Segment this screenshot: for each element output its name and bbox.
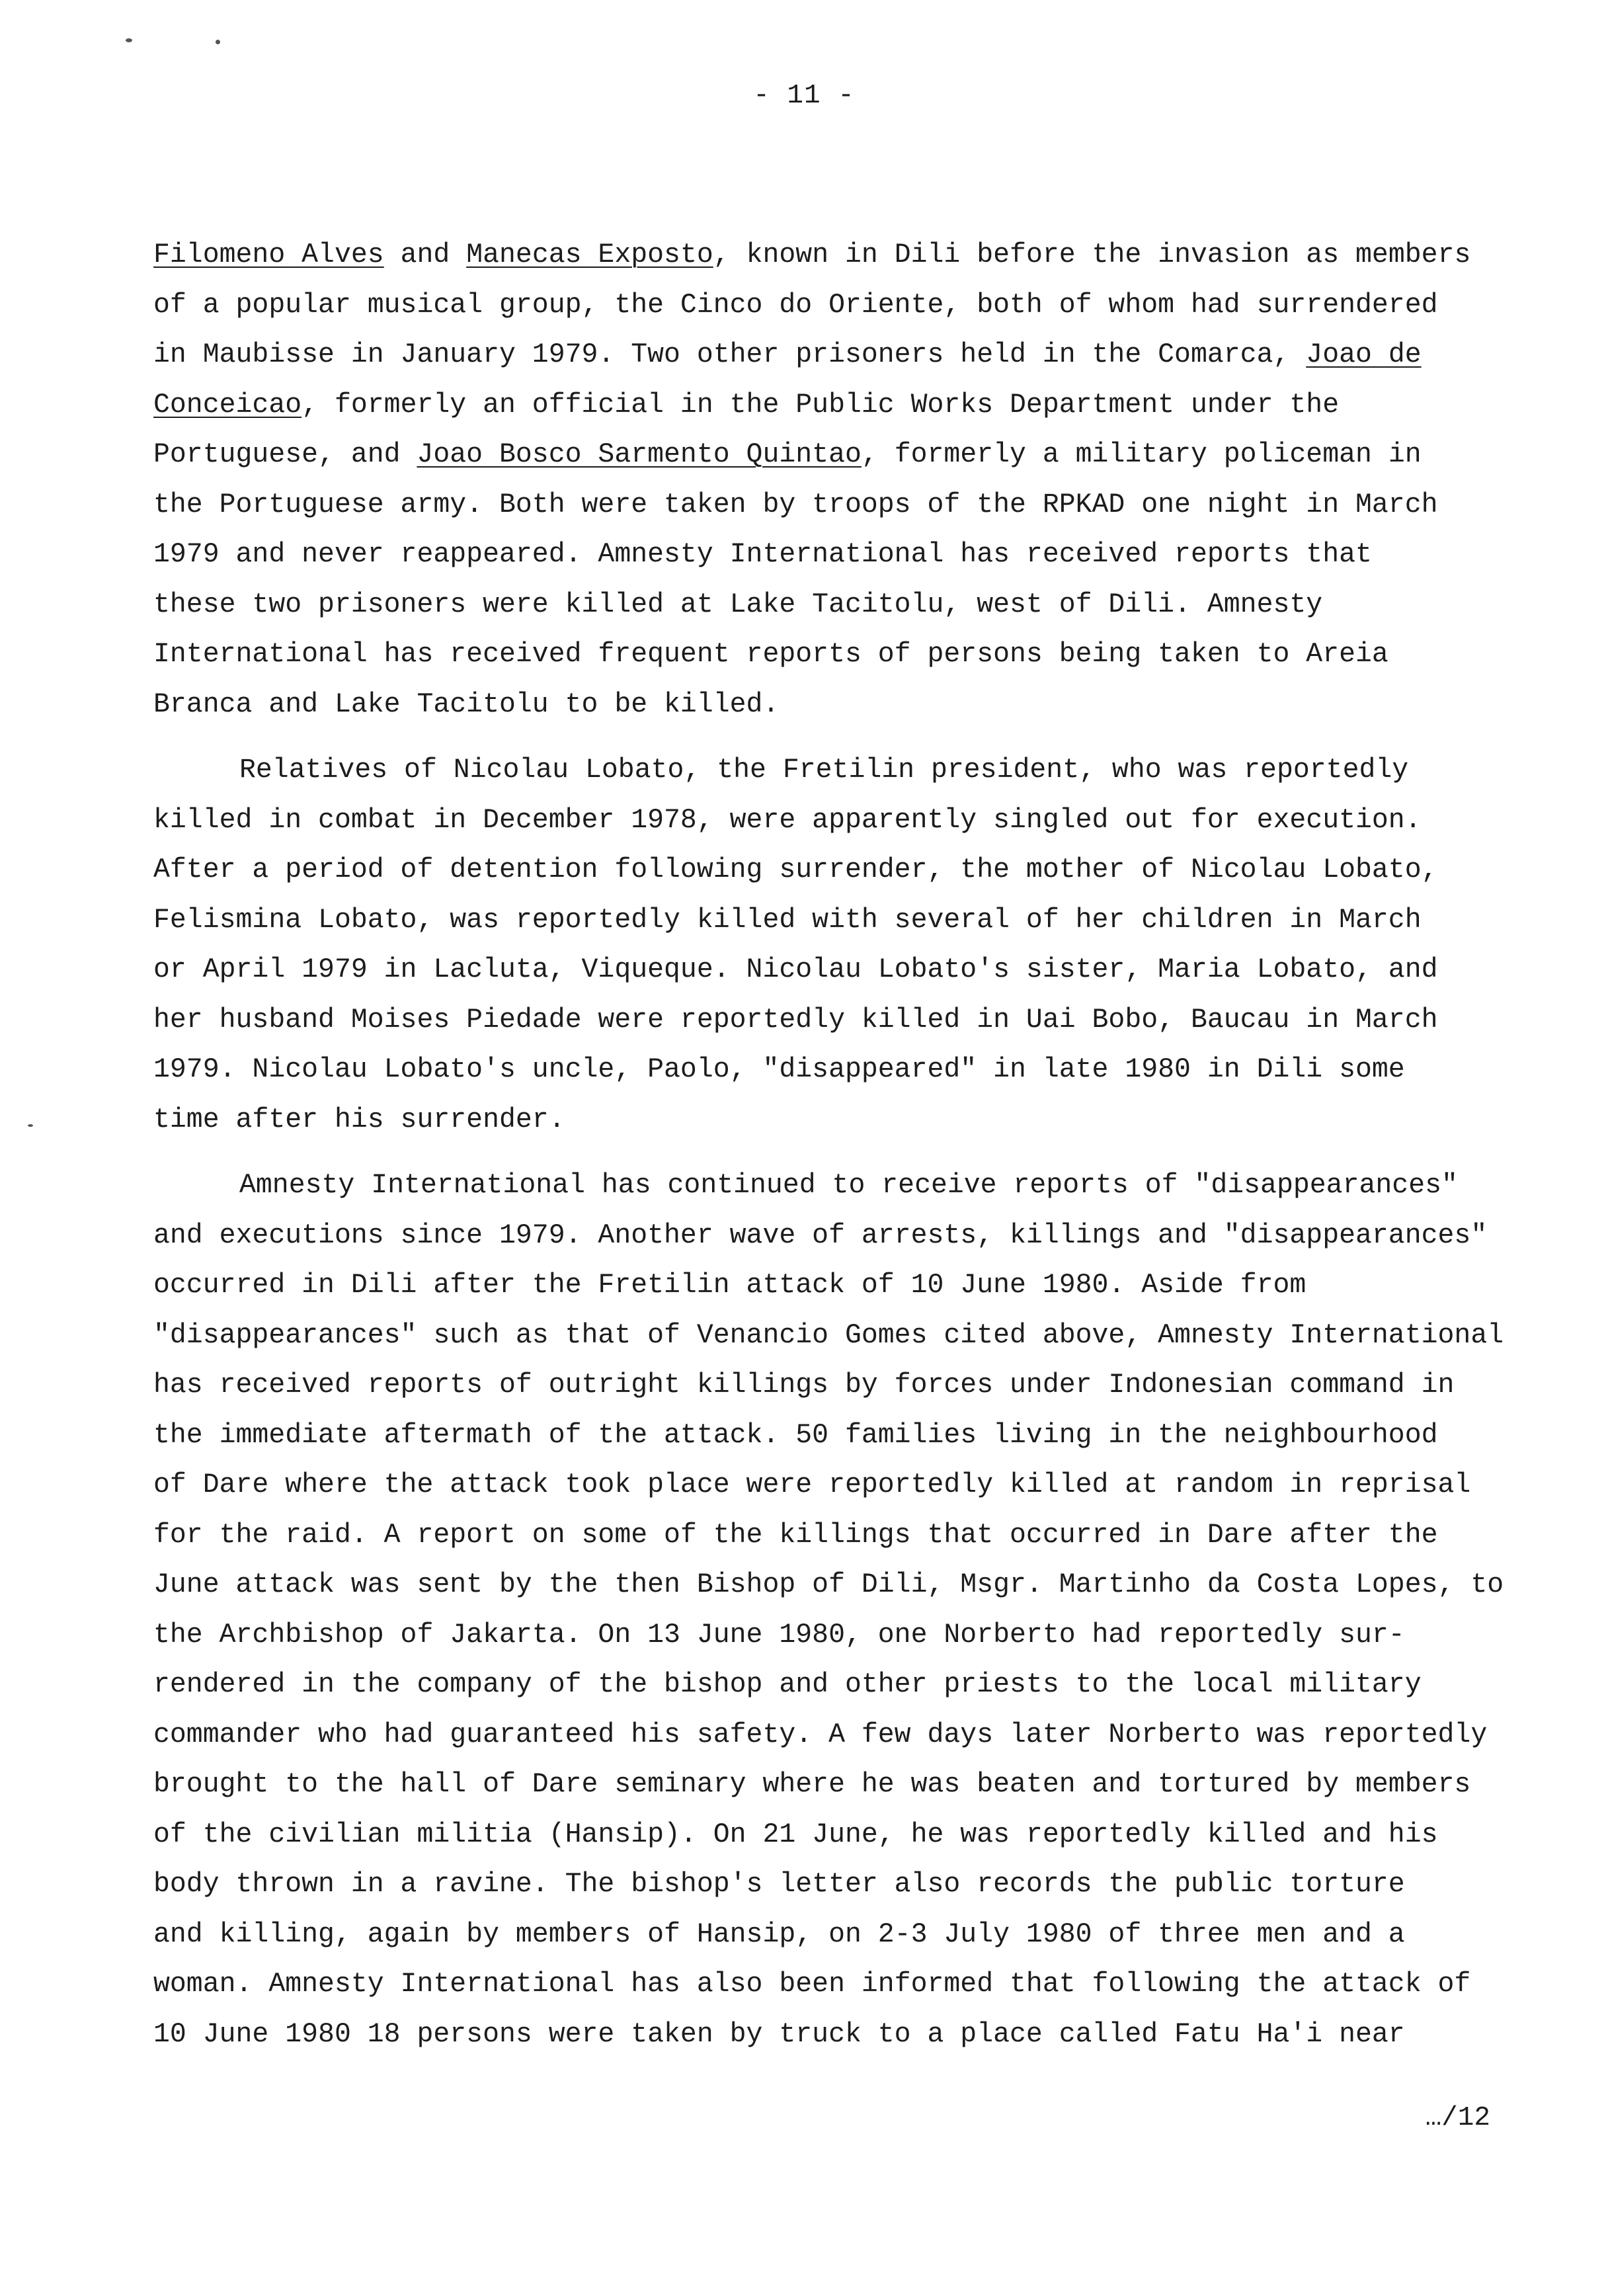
scan-speck <box>216 40 220 44</box>
underlined-name: Joao de <box>1306 339 1422 370</box>
underlined-name: Conceicao <box>153 389 302 421</box>
text-line <box>153 330 1529 380</box>
text-line <box>153 1510 1529 1561</box>
text-segment: Branca and Lake Tacitolu to be killed. <box>153 688 780 720</box>
text-line <box>153 1460 1529 1510</box>
text-line <box>153 895 1529 946</box>
text-segment: brought to the hall of Dare seminary where he was beaten and tortured by members <box>153 1769 1471 1800</box>
text-line <box>153 1260 1529 1311</box>
text-line <box>153 630 1529 680</box>
text-segment: and executions since 1979. Another wave of arrests, killings and "disappearances" <box>153 1219 1488 1251</box>
text-line <box>153 1610 1529 1660</box>
text-segment: woman. Amnesty International has also been informed that following the attack of <box>153 1969 1471 2000</box>
text-segment: Portuguese, and <box>153 439 417 470</box>
text-line <box>153 1211 1529 1261</box>
text-segment: killed in combat in December 1978, were apparently singled out for execution. <box>153 804 1422 836</box>
text-line <box>153 1411 1529 1461</box>
text-line <box>153 1360 1529 1411</box>
text-segment: Felismina Lobato, was reportedly killed with several of her children in March <box>153 904 1422 936</box>
text-line <box>153 945 1529 995</box>
page-number: - 11 - <box>753 81 855 111</box>
text-segment: rendered in the company of the bishop and other priests to the local military <box>153 1669 1422 1700</box>
text-line <box>153 1161 1529 1211</box>
text-segment: in Maubisse in January 1979. Two other prisoners held in the Comarca, <box>153 339 1306 370</box>
text-segment: has received reports of outright killings by forces under Indonesian command in <box>153 1370 1455 1401</box>
text-line <box>153 430 1529 480</box>
text-segment: June attack was sent by the then Bishop of Dili, Msgr. Martinho da Costa Lopes, to <box>153 1569 1504 1600</box>
text-line <box>153 380 1529 430</box>
text-line <box>153 1910 1529 1960</box>
text-line <box>153 1311 1529 1361</box>
continuation-marker: …/12 <box>1425 2103 1490 2133</box>
text-segment: the immediate aftermath of the attack. 50 families living in the neighbourhood <box>153 1419 1438 1451</box>
scan-speck <box>28 1124 33 1127</box>
scan-speck <box>126 38 132 42</box>
text-line <box>153 680 1529 730</box>
text-line <box>153 1660 1529 1710</box>
text-line <box>153 2010 1529 2060</box>
text-line <box>153 1860 1529 1910</box>
text-segment: of a popular musical group, the Cinco do Oriente, both of whom had surrendered <box>153 289 1438 321</box>
text-segment: After a period of detention following surrender, the mother of Nicolau Lobato, <box>153 854 1438 885</box>
text-segment: and killing, again by members of Hansip, on 2-3 July 1980 of three men and a <box>153 1918 1405 1950</box>
text-line <box>153 1560 1529 1610</box>
text-line <box>153 796 1529 846</box>
text-segment: these two prisoners were killed at Lake Tacitolu, west of Dili. Amnesty <box>153 589 1323 620</box>
underlined-name: Manecas Exposto <box>466 239 713 270</box>
text-segment: of the civilian militia (Hansip). On 21 June, he was reportedly killed and his <box>153 1819 1438 1850</box>
text-line <box>153 1760 1529 1810</box>
text-segment: 1979 and never reappeared. Amnesty International has received reports that <box>153 539 1372 570</box>
text-line <box>153 530 1529 580</box>
text-segment: of Dare where the attack took place were reportedly killed at random in reprisal <box>153 1469 1471 1500</box>
paragraph <box>153 1161 1529 2059</box>
text-segment: the Archbishop of Jakarta. On 13 June 1980, one Norberto had reportedly sur- <box>153 1619 1405 1651</box>
text-segment: the Portuguese army. Both were taken by troops of the RPKAD one night in March <box>153 489 1438 520</box>
text-segment: 10 June 1980 18 persons were taken by truck to a place called Fatu Ha'i near <box>153 2018 1405 2050</box>
text-line <box>153 845 1529 895</box>
underlined-name: Joao Bosco Sarmento Quintao <box>417 439 862 470</box>
text-segment: or April 1979 in Lacluta, Viqueque. Nicolau Lobato's sister, Maria Lobato, and <box>153 954 1438 985</box>
paragraph <box>153 230 1529 729</box>
text-segment: 1979. Nicolau Lobato's uncle, Paolo, "disappeared" in late 1980 in Dili some <box>153 1054 1405 1085</box>
text-segment: International has received frequent reports of persons being taken to Areia <box>153 639 1388 670</box>
text-segment: , known in Dili before the invasion as members <box>713 239 1471 270</box>
text-line <box>153 580 1529 630</box>
text-segment: , formerly a military policeman in <box>861 439 1422 470</box>
text-line <box>153 280 1529 331</box>
text-line <box>153 1959 1529 2010</box>
text-line <box>153 480 1529 530</box>
document-body <box>153 230 1529 2059</box>
text-segment: for the raid. A report on some of the killings that occurred in Dare after the <box>153 1519 1438 1551</box>
text-segment: commander who had guaranteed his safety. A few days later Norberto was reportedly <box>153 1719 1488 1750</box>
text-segment: time after his surrender. <box>153 1104 565 1135</box>
text-line <box>153 230 1529 280</box>
text-line <box>153 1095 1529 1145</box>
text-segment: "disappearances" such as that of Venancio Gomes cited above, Amnesty International <box>153 1319 1504 1351</box>
text-line <box>153 1710 1529 1760</box>
text-segment: and <box>383 239 467 270</box>
text-segment: body thrown in a ravine. The bishop's letter also records the public torture <box>153 1869 1405 1900</box>
underlined-name: Filomeno Alves <box>153 239 384 270</box>
text-line <box>153 995 1529 1046</box>
paragraph <box>153 745 1529 1145</box>
text-segment: her husband Moises Piedade were reportedly killed in Uai Bobo, Baucau in March <box>153 1004 1438 1036</box>
text-segment: , formerly an official in the Public Works Department under the <box>302 389 1340 421</box>
text-segment: Amnesty International has continued to receive reports of "disappearances" <box>239 1170 1458 1201</box>
text-line <box>153 1810 1529 1860</box>
text-line <box>153 745 1529 796</box>
text-line <box>153 1045 1529 1095</box>
text-segment: occurred in Dili after the Fretilin attack of 10 June 1980. Aside from <box>153 1270 1306 1301</box>
text-segment: Relatives of Nicolau Lobato, the Fretilin president, who was reportedly <box>239 755 1409 786</box>
